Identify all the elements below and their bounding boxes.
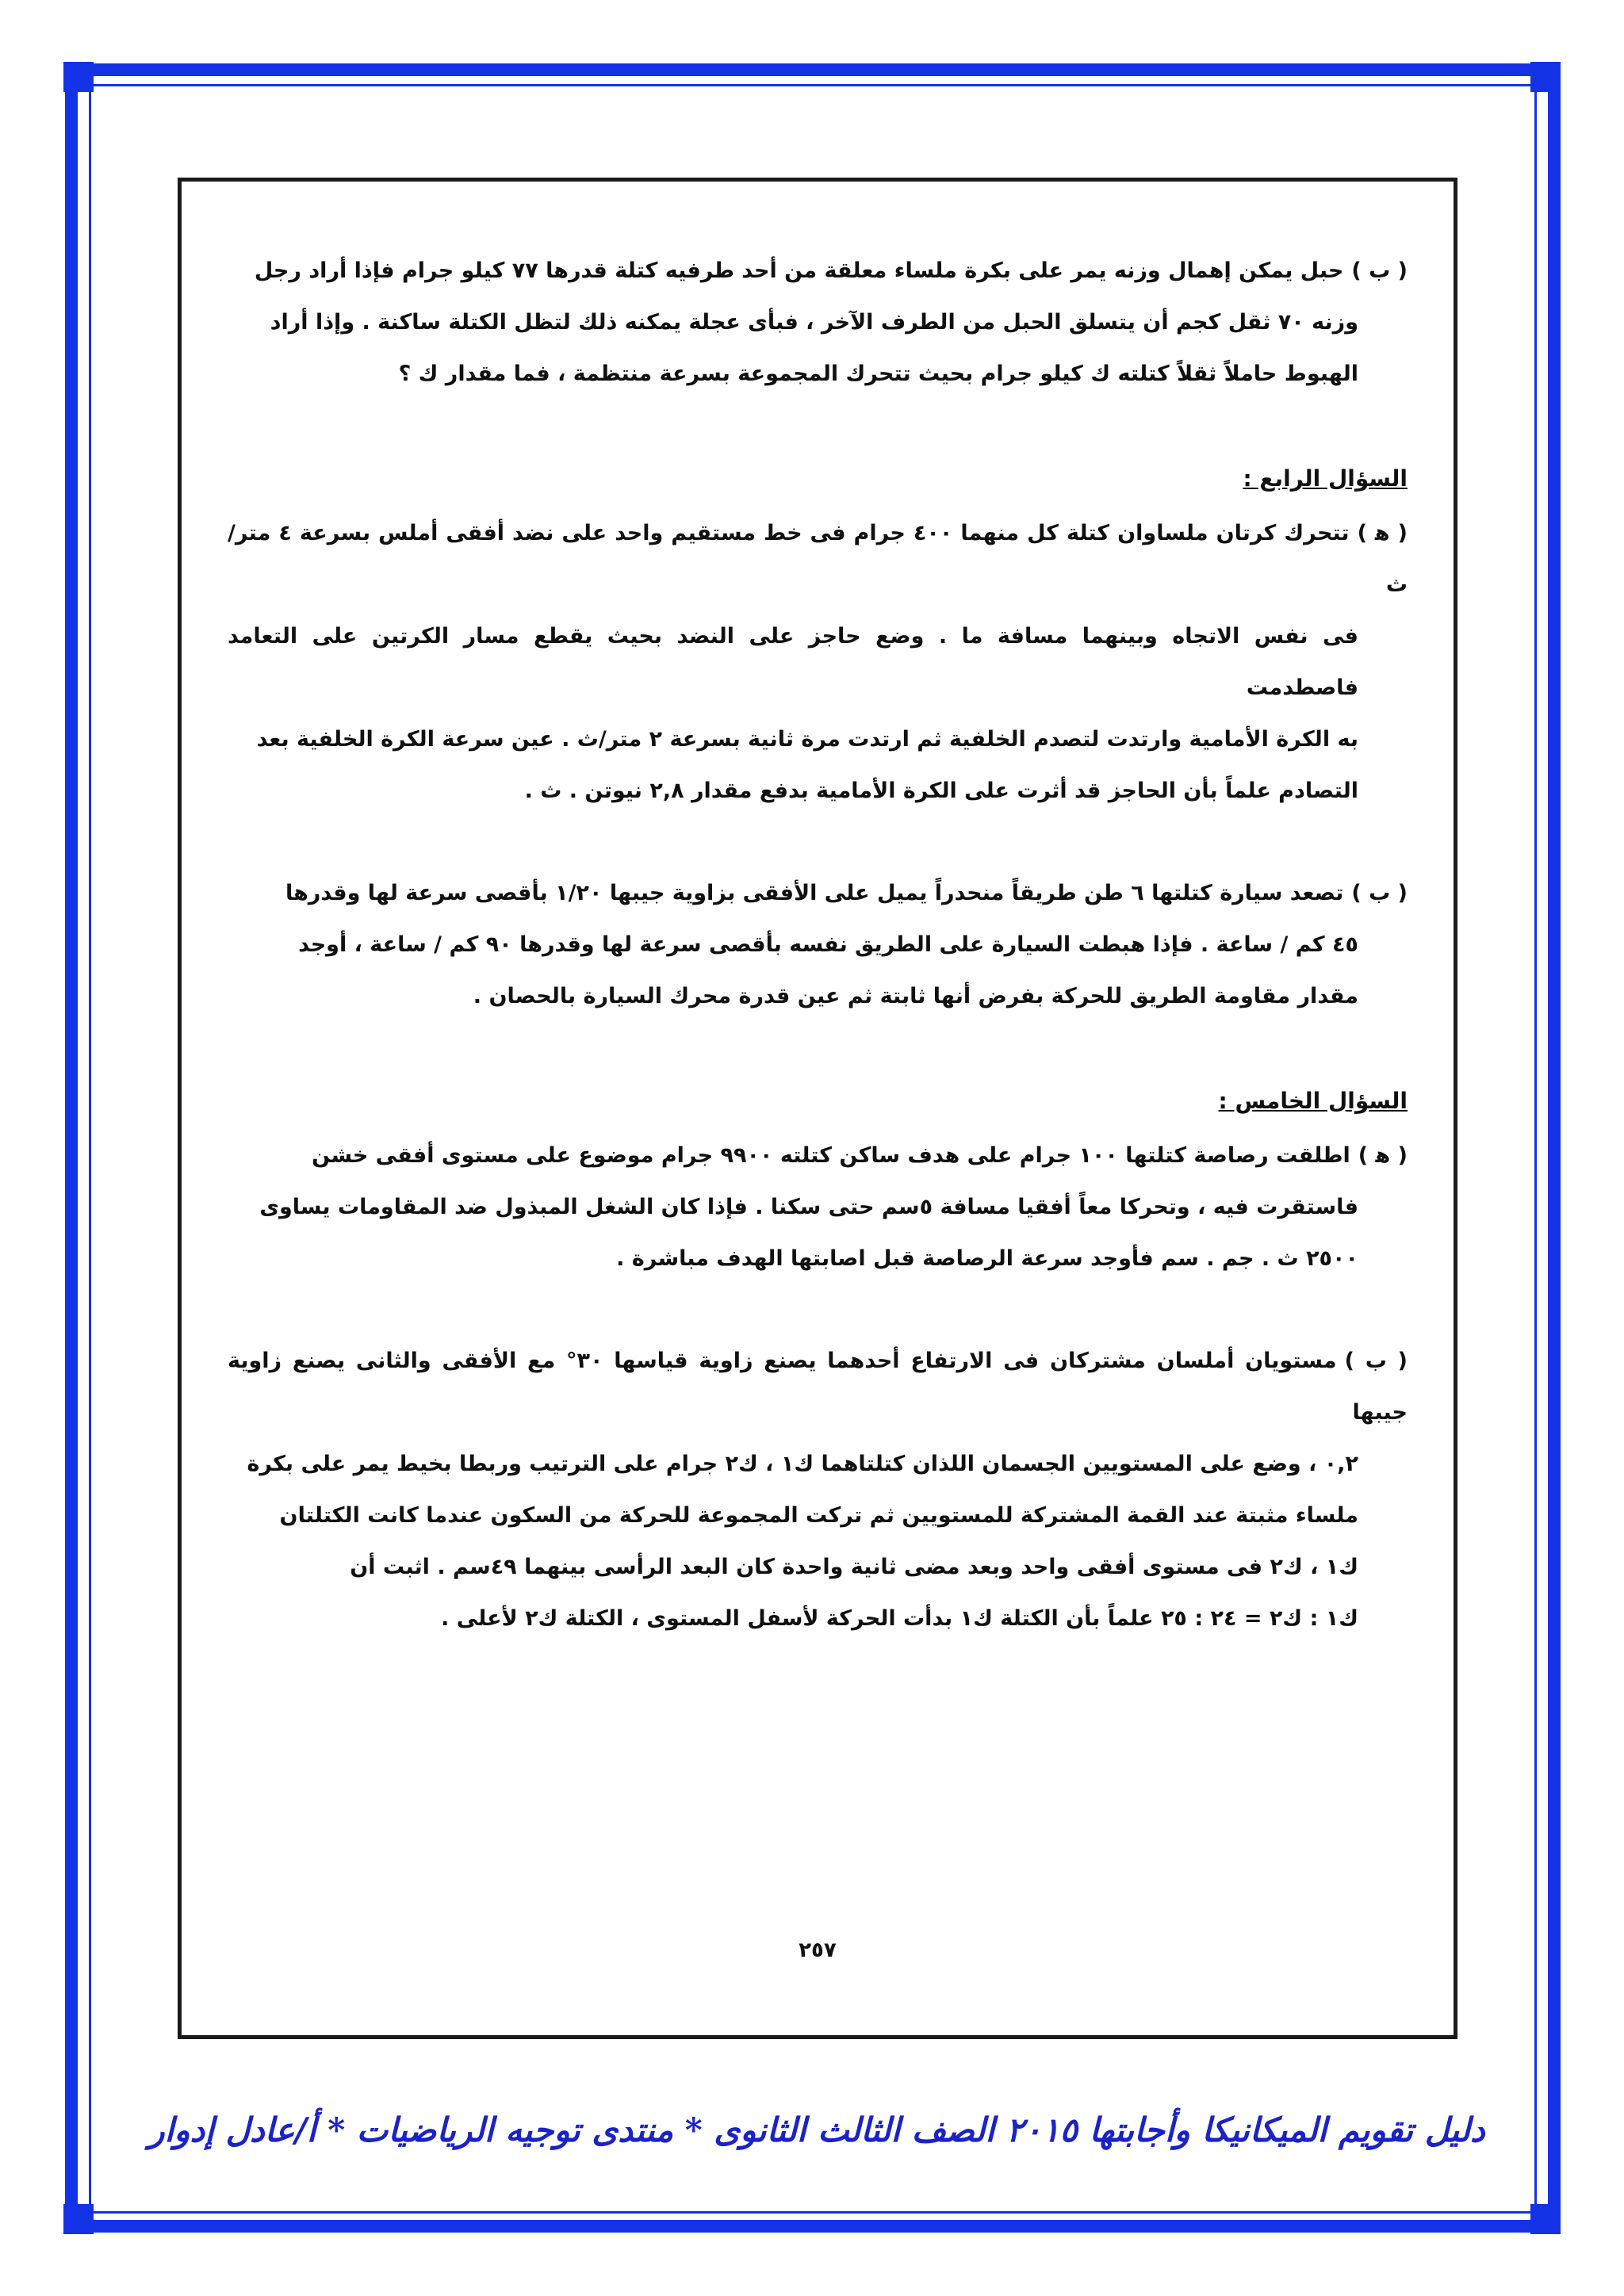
q5b-line-2: ٠,٢ ، وضع على المستويين الجسمان اللذان كتلتاهما ك١ ، ك٢ جرام على الترتيب وربطا بخيط يمر على بكرة	[247, 1452, 1358, 1476]
q4b-line-2: ٤٥ كم / ساعة . فإذا هبطت السيارة على الطريق نفسه بأقصى سرعة لها وقدرها ٩٠ كم / ساعة ، أوجد	[298, 932, 1358, 957]
heading-question-4: السؤال الرابع :	[1243, 465, 1408, 492]
q4b-label: ( ب )	[1351, 881, 1408, 905]
spacer	[228, 1284, 1408, 1335]
frame-corner-top-right	[1530, 62, 1561, 92]
frame-corner-bottom-left	[63, 2204, 94, 2234]
q3b-label: ( ب )	[1351, 258, 1408, 283]
page-number: ٢٥٧	[799, 1938, 837, 1962]
q5a-line-2: فاستقرت فيه ، وتحركا معاً أفقيا مسافة ٥سم حتى سكنا . فإذا كان الشغل المبذول ضد المقاومات يساوى	[259, 1195, 1358, 1219]
question-4-part-b	[228, 867, 1408, 1022]
q5b-line-5: ك١ : ك٢ = ٢٤ : ٢٥ علماً بأن الكتلة ك١ بدأت الحركة لأسفل المستوى ، الكتلة ك٢ لأعلى .	[441, 1606, 1358, 1631]
q3b-line-3: الهبوط حاملاً ثقلاً كتلته ك كيلو جرام بحيث تتحرك المجموعة بسرعة منتظمة ، فما مقدار ك ؟	[398, 362, 1358, 386]
q3b-line-2: وزنه ٧٠ ثقل كجم أن يتسلق الحبل من الطرف الآخر ، فبأى عجلة يمكنه ذلك لتظل الكتلة ساكنة . وإذا أراد	[270, 310, 1358, 335]
frame-corner-top-left	[63, 62, 94, 92]
q4a-line-1: ( ﻫ )تتحرك كرتان ملساوان كتلة كل منهما ٤٠٠ جرام فى خط مستقيم واحد على نضد أفقى أملس بسرعة ٤ متر/ث	[228, 521, 1408, 597]
q5a-line-1: ( ﻫ )اطلقت رصاصة كتلتها ١٠٠ جرام على هدف ساكن كتلته ٩٩٠٠ جرام موضوع على مستوى أفقى خشن	[312, 1143, 1408, 1168]
q5b-line-3: ملساء مثبتة عند القمة المشتركة للمستويين ثم تركت المجموعة للحركة من السكون عندما كانت الكتلتان	[279, 1503, 1358, 1528]
frame-corner-bottom-right	[1530, 2204, 1561, 2234]
q5a-label: ( ﻫ )	[1358, 1143, 1408, 1168]
footer-caption: دليل تقويم الميكانيكا وأجابتها ٢٠١٥ الصف الثالث الثانوى * منتدى توجيه الرياضيات * أ/عادل إدوار	[148, 2110, 1485, 2149]
q4a-line-2: فى نفس الاتجاه وبينهما مسافة ما . وضع حاجز على النضد بحيث يقطع مسار الكرتين على التعامد فاصطدمت	[228, 624, 1358, 700]
question-4-part-a	[228, 507, 1408, 817]
q5b-label: ( ب )	[1344, 1349, 1408, 1373]
question-5-part-b	[228, 1335, 1408, 1644]
q4b-line-1: ( ب )تصعد سيارة كتلتها ٦ طن طريقاً منحدراً يميل على الأفقى بزاوية جيبها ١/٢٠ بأقصى سرعة لها وقدرها	[285, 881, 1408, 905]
heading-question-5: السؤال الخامس :	[1218, 1088, 1408, 1114]
q5b-line-4: ك١ ، ك٢ فى مستوى أفقى واحد وبعد مضى ثانية واحدة كان البعد الرأسى بينهما ٤٩سم . اثبت أن	[350, 1555, 1358, 1579]
q4b-line-3: مقدار مقاومة الطريق للحركة بفرض أنها ثابتة ثم عين قدرة محرك السيارة بالحصان .	[473, 984, 1358, 1008]
q4a-label: ( ﻫ )	[1357, 521, 1408, 545]
q4a-line-4: التصادم علماً بأن الحاجز قد أثرت على الكرة الأمامية بدفع مقدار ٢,٨ نيوتن . ث .	[524, 779, 1358, 803]
page-content-box	[178, 178, 1457, 2039]
q5b-line-1: ( ب )مستويان أملسان مشتركان فى الارتفاع أحدهما يصنع زاوية قياسها ٣٠° مع الأفقى والثانى يصنع زاوية جيبها	[228, 1349, 1408, 1425]
question-5-part-a	[228, 1130, 1408, 1284]
q5a-line-3: ٢٥٠٠ ث . جم . سم فأوجد سرعة الرصاصة قبل اصابتها الهدف مباشرة .	[616, 1246, 1358, 1271]
spacer	[228, 817, 1408, 867]
q3b-line-1: ( ب )حبل يمكن إهمال وزنه يمر على بكرة ملساء معلقة من أحد طرفيه كتلة قدرها ٧٧ كيلو جرام فإذا أراد رجل	[254, 258, 1408, 283]
q4a-line-3: به الكرة الأمامية وارتدت لتصدم الخلفية ثم ارتدت مرة ثانية بسرعة ٢ متر/ث . عين سرعة الكرة الخلفية بعد	[256, 727, 1358, 752]
question-3-part-b	[228, 245, 1408, 400]
